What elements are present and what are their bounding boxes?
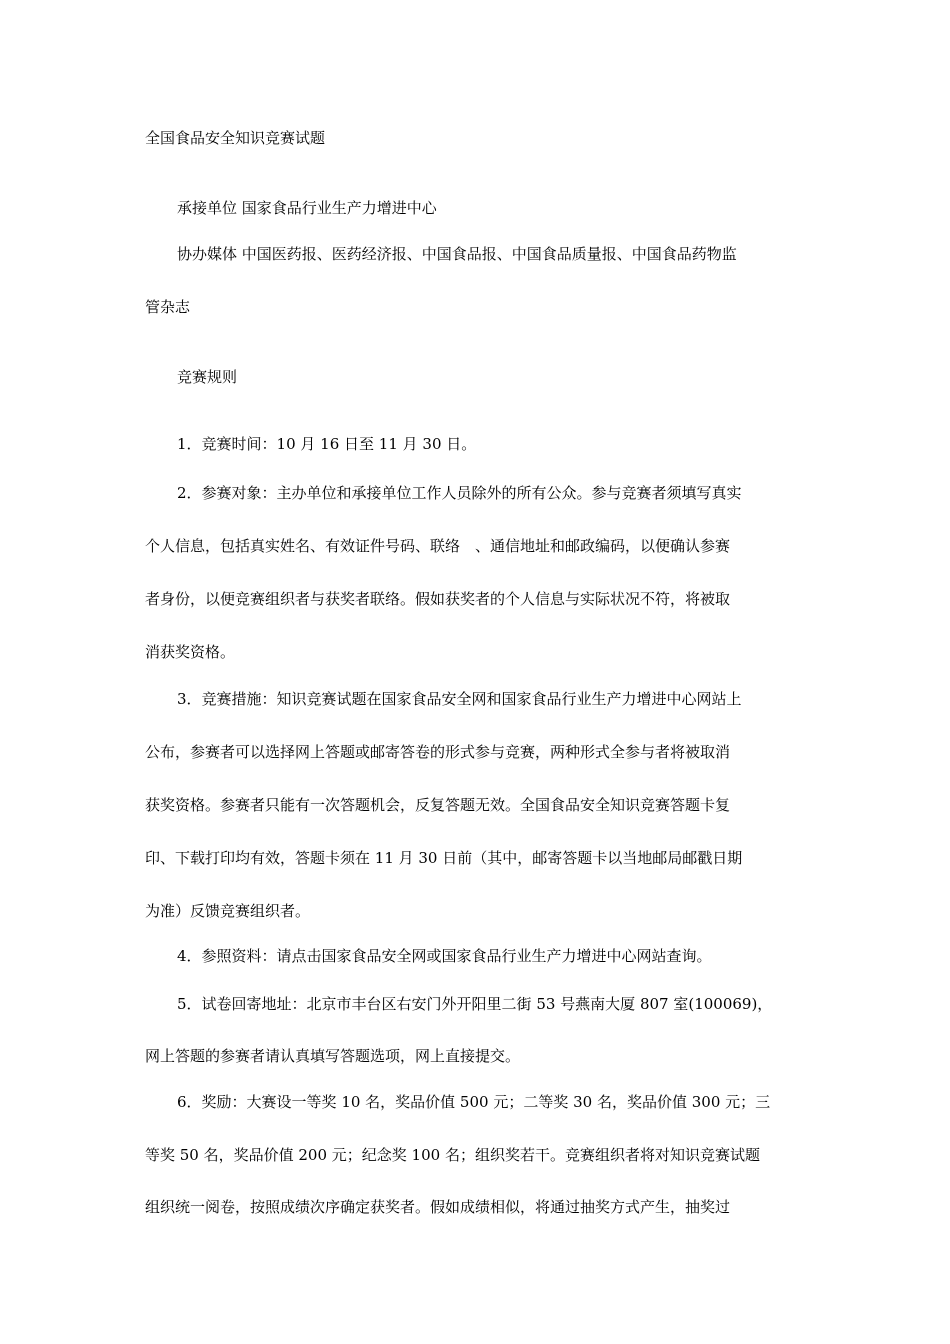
rule-3-line: 印、下载打印均有效，答题卡须在 11 月 30 日前（其中，邮寄答题卡以当地邮局邮戳日期 [145, 849, 743, 867]
rule-6-line: 组织统一阅卷，按照成绩次序确定获奖者。假如成绩相似，将通过抽奖方式产生，抽奖过 [145, 1198, 731, 1216]
media-line-continued: 管杂志 [145, 298, 191, 316]
rules-heading: 竞赛规则 [177, 368, 238, 386]
media-line: 协办媒体 中国医药报、医药经济报、中国食品报、中国食品质量报、中国食品药物监 [177, 245, 737, 263]
rule-3-line: 为准）反馈竞赛组织者。 [145, 902, 311, 920]
rule-4-line: 4．参照资料：请点击国家食品安全网或国家食品行业生产力增进中心网站查询。 [177, 947, 712, 965]
rule-5-line: 5．试卷回寄地址：北京市丰台区右安门外开阳里二街 53 号燕南大厦 807 室(100069)， [177, 995, 773, 1013]
rule-2-line: 2．参赛对象：主办单位和承接单位工作人员除外的所有公众。参与竞赛者须填写真实 [177, 484, 742, 502]
document-title: 全国食品安全知识竞赛试题 [145, 129, 326, 147]
rule-1-line: 1．竞赛时间：10 月 16 日至 11 月 30 日。 [177, 435, 477, 453]
rule-2-line: 者身份，以便竞赛组织者与获奖者联络。假如获奖者的个人信息与实际状况不符，将被取 [145, 590, 731, 608]
rule-6-line: 6．奖励：大赛设一等奖 10 名，奖品价值 500 元；二等奖 30 名，奖品价值 300 元；三 [177, 1093, 771, 1111]
rule-3-line: 获奖资格。参赛者只能有一次答题机会，反复答题无效。全国食品安全知识竞赛答题卡复 [145, 796, 731, 814]
organizer-line: 承接单位 国家食品行业生产力增进中心 [177, 199, 437, 217]
rule-2-line: 消获奖资格。 [145, 643, 236, 661]
rule-2-line: 个人信息，包括真实姓名、有效证件号码、联络 、通信地址和邮政编码，以便确认参赛 [145, 537, 731, 555]
rule-3-line: 3．竞赛措施：知识竞赛试题在国家食品安全网和国家食品行业生产力增进中心网站上 [177, 690, 742, 708]
rule-6-line: 等奖 50 名，奖品价值 200 元；纪念奖 100 名；组织奖若干。竞赛组织者将对知识竞赛试题 [145, 1146, 760, 1164]
rule-5-line: 网上答题的参赛者请认真填写答题选项，网上直接提交。 [145, 1047, 521, 1065]
rule-3-line: 公布，参赛者可以选择网上答题或邮寄答卷的形式参与竞赛，两种形式全参与者将被取消 [145, 743, 731, 761]
